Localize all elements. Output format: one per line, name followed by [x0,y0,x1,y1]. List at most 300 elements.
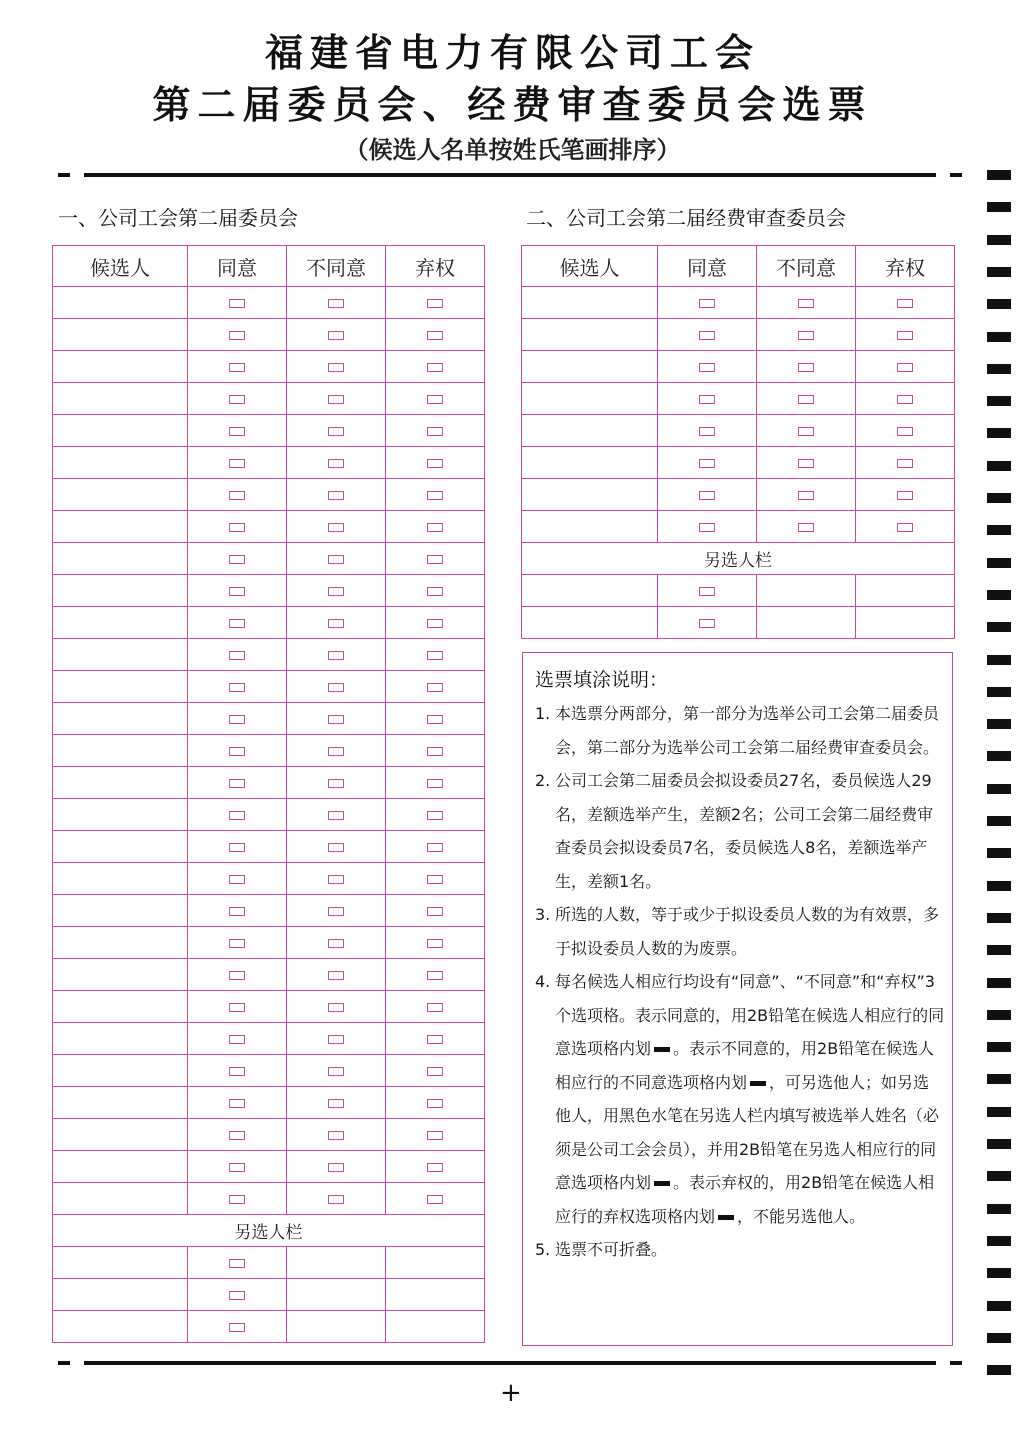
disagree-cell[interactable] [757,479,856,511]
disagree-cell[interactable] [757,287,856,319]
timing-mark [987,1171,1011,1181]
disagree-checkbox[interactable] [328,459,344,468]
disagree-cell[interactable] [287,735,386,767]
candidate-row [53,895,485,927]
abstain-cell[interactable] [386,1023,485,1055]
agree-checkbox[interactable] [229,395,245,404]
disagree-cell[interactable] [287,511,386,543]
agree-checkbox[interactable] [229,715,245,724]
abstain-checkbox[interactable] [427,555,443,564]
bottom-rule [84,1361,936,1365]
agree-checkbox[interactable] [229,907,245,916]
agree-cell[interactable] [188,863,287,895]
header-candidate: 候选人 [522,246,658,287]
candidate-name-cell [522,383,658,415]
disagree-checkbox[interactable] [328,331,344,340]
agree-checkbox[interactable] [229,1195,245,1204]
abstain-checkbox[interactable] [897,299,913,308]
agree-cell[interactable] [188,479,287,511]
abstain-checkbox[interactable] [427,619,443,628]
disagree-checkbox[interactable] [798,427,814,436]
abstain-cell[interactable] [386,799,485,831]
agree-checkbox[interactable] [229,939,245,948]
abstain-cell[interactable] [856,415,955,447]
abstain-cell[interactable] [856,383,955,415]
abstain-checkbox[interactable] [427,1195,443,1204]
agree-checkbox[interactable] [229,1099,245,1108]
disagree-cell[interactable] [287,287,386,319]
disagree-cell[interactable] [287,575,386,607]
disagree-checkbox[interactable] [328,1131,344,1140]
candidate-row [53,1055,485,1087]
agree-cell[interactable] [188,575,287,607]
agree-cell[interactable] [658,415,757,447]
abstain-cell[interactable] [386,287,485,319]
disagree-checkbox[interactable] [328,619,344,628]
disagree-checkbox[interactable] [328,427,344,436]
candidate-name-cell [53,1151,188,1183]
abstain-checkbox[interactable] [897,523,913,532]
disagree-cell[interactable] [757,351,856,383]
agree-checkbox[interactable] [229,555,245,564]
agree-cell[interactable] [188,799,287,831]
abstain-checkbox[interactable] [427,523,443,532]
header-abstain: 弃权 [856,246,955,287]
candidate-row [53,1119,485,1151]
abstain-checkbox[interactable] [897,459,913,468]
agree-cell[interactable] [188,1183,287,1215]
disagree-cell[interactable] [287,543,386,575]
agree-cell[interactable] [188,1055,287,1087]
agree-cell[interactable] [188,287,287,319]
agree-checkbox[interactable] [699,299,715,308]
agree-checkbox[interactable] [699,619,715,628]
timing-mark [987,816,1011,826]
agree-cell[interactable] [658,607,757,639]
disagree-cell[interactable] [757,383,856,415]
agree-cell[interactable] [188,1151,287,1183]
instruction-text [555,1233,945,1267]
abstain-cell[interactable] [386,479,485,511]
agree-checkbox[interactable] [699,363,715,372]
write-in-name-cell[interactable] [522,575,658,607]
disagree-checkbox[interactable] [328,683,344,692]
filled-mark-icon [750,1081,766,1086]
agree-checkbox[interactable] [229,1035,245,1044]
abstain-cell[interactable] [386,319,485,351]
abstain-cell[interactable] [386,895,485,927]
disagree-checkbox[interactable] [328,843,344,852]
disagree-checkbox[interactable] [798,491,814,500]
disagree-checkbox[interactable] [328,747,344,756]
agree-cell[interactable] [188,639,287,671]
agree-cell[interactable] [188,319,287,351]
abstain-checkbox[interactable] [427,907,443,916]
disagree-checkbox[interactable] [798,395,814,404]
agree-checkbox[interactable] [229,651,245,660]
timing-mark [987,396,1011,406]
disagree-checkbox[interactable] [328,875,344,884]
abstain-checkbox[interactable] [427,1099,443,1108]
agree-cell[interactable] [188,991,287,1023]
abstain-cell[interactable] [856,319,955,351]
disagree-checkbox[interactable] [328,1003,344,1012]
abstain-checkbox[interactable] [897,491,913,500]
agree-checkbox[interactable] [229,523,245,532]
agree-cell[interactable] [188,415,287,447]
agree-checkbox[interactable] [229,459,245,468]
agree-cell[interactable] [188,735,287,767]
abstain-checkbox[interactable] [427,427,443,436]
abstain-checkbox[interactable] [427,747,443,756]
disagree-cell[interactable] [287,1119,386,1151]
agree-checkbox[interactable] [229,971,245,980]
agree-checkbox[interactable] [699,459,715,468]
abstain-checkbox[interactable] [427,363,443,372]
disagree-cell[interactable] [287,1183,386,1215]
abstain-checkbox[interactable] [427,843,443,852]
disagree-cell[interactable] [287,383,386,415]
write-in-name-cell[interactable] [522,607,658,639]
abstain-checkbox[interactable] [427,779,443,788]
abstain-checkbox[interactable] [427,1131,443,1140]
disagree-checkbox[interactable] [328,555,344,564]
disagree-cell[interactable] [287,415,386,447]
timing-mark [987,945,1011,955]
disagree-cell[interactable] [287,447,386,479]
agree-cell[interactable] [188,703,287,735]
agree-cell[interactable] [658,511,757,543]
candidate-row [522,383,955,415]
agree-cell[interactable] [188,767,287,799]
agree-checkbox[interactable] [229,1259,245,1268]
disagree-cell[interactable] [757,415,856,447]
instructions-list [535,697,945,1267]
abstain-checkbox[interactable] [427,1035,443,1044]
disagree-checkbox[interactable] [328,1035,344,1044]
abstain-cell[interactable] [386,831,485,863]
disagree-cell[interactable] [287,1023,386,1055]
abstain-cell[interactable] [386,703,485,735]
disagree-checkbox[interactable] [798,459,814,468]
disagree-cell[interactable] [757,511,856,543]
abstain-checkbox[interactable] [427,459,443,468]
abstain-checkbox[interactable] [427,971,443,980]
agree-checkbox[interactable] [229,299,245,308]
agree-checkbox[interactable] [229,363,245,372]
disagree-cell[interactable] [287,767,386,799]
candidate-name-cell [53,1023,188,1055]
abstain-cell[interactable] [386,639,485,671]
agree-cell[interactable] [658,383,757,415]
candidate-name-cell [522,351,658,383]
agree-cell[interactable] [188,447,287,479]
candidate-name-cell [53,447,188,479]
abstain-cell[interactable] [386,1055,485,1087]
timing-mark [987,332,1011,342]
disagree-cell[interactable] [287,639,386,671]
candidate-name-cell [53,287,188,319]
timing-mark [987,784,1011,794]
top-rule-left-dash [58,173,70,177]
disagree-checkbox[interactable] [328,811,344,820]
agree-cell[interactable] [658,319,757,351]
abstain-checkbox[interactable] [427,651,443,660]
abstain-cell[interactable] [386,1119,485,1151]
agree-checkbox[interactable] [699,491,715,500]
other-candidate-row [53,1311,485,1343]
agree-checkbox[interactable] [229,1323,245,1332]
candidate-name-cell [53,895,188,927]
agree-cell[interactable] [188,351,287,383]
agree-cell[interactable] [188,959,287,991]
abstain-cell[interactable] [386,1183,485,1215]
write-in-name-cell[interactable] [53,1279,188,1311]
agree-cell[interactable] [188,511,287,543]
candidate-name-cell [53,703,188,735]
abstain-cell[interactable] [386,607,485,639]
abstain-checkbox[interactable] [427,395,443,404]
abstain-cell[interactable] [386,863,485,895]
abstain-checkbox[interactable] [897,331,913,340]
candidate-name-cell [53,735,188,767]
agree-cell[interactable] [188,1087,287,1119]
abstain-cell[interactable] [856,287,955,319]
disagree-checkbox[interactable] [328,587,344,596]
disagree-checkbox[interactable] [328,715,344,724]
agree-cell[interactable] [188,607,287,639]
disagree-checkbox[interactable] [328,971,344,980]
abstain-cell[interactable] [386,767,485,799]
agree-checkbox[interactable] [229,1291,245,1300]
candidate-name-cell [53,831,188,863]
abstain-cell[interactable] [386,351,485,383]
agree-checkbox[interactable] [229,1131,245,1140]
agree-checkbox[interactable] [229,587,245,596]
agree-cell[interactable] [188,927,287,959]
candidate-row [522,479,955,511]
disagree-checkbox[interactable] [328,363,344,372]
disagree-checkbox[interactable] [328,907,344,916]
agree-cell[interactable] [188,831,287,863]
disagree-checkbox[interactable] [328,651,344,660]
candidate-name-cell [522,287,658,319]
instruction-number: 1. [535,704,551,723]
disagree-checkbox[interactable] [328,939,344,948]
timing-mark [987,299,1011,309]
candidate-name-cell [53,351,188,383]
abstain-checkbox[interactable] [897,363,913,372]
disagree-cell[interactable] [287,863,386,895]
disagree-checkbox[interactable] [328,779,344,788]
timing-mark [987,881,1011,891]
agree-cell[interactable] [658,575,757,607]
abstain-cell[interactable] [856,511,955,543]
abstain-cell[interactable] [856,351,955,383]
agree-checkbox[interactable] [699,395,715,404]
agree-cell[interactable] [188,671,287,703]
disagree-checkbox[interactable] [328,395,344,404]
abstain-checkbox[interactable] [427,875,443,884]
agree-checkbox[interactable] [229,1067,245,1076]
timing-mark [987,558,1011,568]
agree-checkbox[interactable] [229,427,245,436]
candidate-row [53,703,485,735]
disagree-cell[interactable] [287,1151,386,1183]
abstain-cell[interactable] [386,575,485,607]
disagree-checkbox[interactable] [328,299,344,308]
abstain-cell[interactable] [386,511,485,543]
section2-title: 二、公司工会第二届经费审查委员会 [526,206,846,230]
disagree-cell[interactable] [757,447,856,479]
disagree-cell[interactable] [287,991,386,1023]
agree-cell[interactable] [188,895,287,927]
agree-cell[interactable] [188,1023,287,1055]
agree-checkbox[interactable] [229,1163,245,1172]
abstain-checkbox[interactable] [427,299,443,308]
disagree-cell[interactable] [287,1087,386,1119]
abstain-cell[interactable] [386,415,485,447]
disagree-cell[interactable] [287,959,386,991]
agree-cell[interactable] [188,383,287,415]
disagree-checkbox[interactable] [328,523,344,532]
disagree-cell[interactable] [287,607,386,639]
abstain-checkbox[interactable] [897,395,913,404]
disagree-checkbox[interactable] [328,1067,344,1076]
abstain-checkbox[interactable] [427,939,443,948]
disagree-cell[interactable] [287,1055,386,1087]
abstain-cell[interactable] [386,447,485,479]
agree-checkbox[interactable] [229,491,245,500]
candidate-name-cell [53,863,188,895]
abstain-checkbox[interactable] [427,491,443,500]
abstain-checkbox[interactable] [427,811,443,820]
agree-cell[interactable] [188,1311,287,1343]
disagree-checkbox[interactable] [798,299,814,308]
abstain-cell[interactable] [386,735,485,767]
abstain-cell[interactable] [856,447,955,479]
disagree-checkbox[interactable] [328,491,344,500]
instruction-text-segment: 所选的人数，等于或少于拟设委员人数的为有效票，多于拟设委员人数的为废票。 [555,905,940,958]
agree-cell[interactable] [658,479,757,511]
disagree-cell[interactable] [287,799,386,831]
write-in-name-cell[interactable] [53,1311,188,1343]
abstain-checkbox[interactable] [427,1163,443,1172]
agree-checkbox[interactable] [229,683,245,692]
instruction-item [535,697,945,764]
other-candidates-label: 另选人栏 [522,543,955,575]
abstain-cell[interactable] [386,927,485,959]
abstain-cell[interactable] [386,991,485,1023]
abstain-cell[interactable] [386,1087,485,1119]
candidate-name-cell [53,639,188,671]
agree-checkbox[interactable] [229,331,245,340]
agree-checkbox[interactable] [229,875,245,884]
instruction-text [555,965,945,1233]
abstain-checkbox[interactable] [427,1067,443,1076]
disagree-checkbox[interactable] [798,523,814,532]
blank-cell [386,1279,485,1311]
top-rule-right-dash [950,173,962,177]
blank-cell [287,1279,386,1311]
agree-checkbox[interactable] [229,619,245,628]
abstain-checkbox[interactable] [427,587,443,596]
disagree-cell[interactable] [287,671,386,703]
instructions-title: 选票填涂说明： [535,669,669,691]
abstain-cell[interactable] [856,479,955,511]
candidate-row [53,1023,485,1055]
disagree-checkbox[interactable] [328,1099,344,1108]
instruction-text-segment: ，可另选他人；如另选他人，用黑色水笔在另选人栏内填写被选举人姓名（必须是公司工会会员），并用2B铅笔在另选人相应行的同意选项格内划 [555,1072,940,1192]
timing-mark [987,235,1011,245]
table-header-row [53,246,485,287]
agree-checkbox[interactable] [229,843,245,852]
disagree-cell[interactable] [287,351,386,383]
agree-checkbox[interactable] [699,523,715,532]
agree-checkbox[interactable] [229,811,245,820]
disagree-cell[interactable] [287,927,386,959]
abstain-checkbox[interactable] [897,427,913,436]
abstain-cell[interactable] [386,959,485,991]
timing-mark [987,1301,1011,1311]
disagree-checkbox[interactable] [328,1163,344,1172]
section1-title: 一、公司工会第二届委员会 [58,206,298,230]
agree-checkbox[interactable] [229,779,245,788]
abstain-checkbox[interactable] [427,683,443,692]
abstain-cell[interactable] [386,671,485,703]
agree-cell[interactable] [658,287,757,319]
candidate-row [53,351,485,383]
candidate-row [53,959,485,991]
candidate-row [53,319,485,351]
abstain-checkbox[interactable] [427,331,443,340]
abstain-checkbox[interactable] [427,1003,443,1012]
disagree-cell[interactable] [287,895,386,927]
agree-checkbox[interactable] [229,1003,245,1012]
abstain-checkbox[interactable] [427,715,443,724]
disagree-checkbox[interactable] [798,331,814,340]
timing-mark [987,1139,1011,1149]
disagree-cell[interactable] [287,319,386,351]
disagree-cell[interactable] [287,703,386,735]
abstain-cell[interactable] [386,383,485,415]
agree-cell[interactable] [658,447,757,479]
agree-cell[interactable] [188,1247,287,1279]
agree-cell[interactable] [188,543,287,575]
candidate-row [53,383,485,415]
agree-checkbox[interactable] [699,331,715,340]
agree-cell[interactable] [188,1279,287,1311]
candidate-name-cell [53,991,188,1023]
agree-cell[interactable] [658,351,757,383]
agree-cell[interactable] [188,1119,287,1151]
agree-checkbox[interactable] [699,427,715,436]
disagree-cell[interactable] [287,831,386,863]
write-in-name-cell[interactable] [53,1247,188,1279]
disagree-checkbox[interactable] [328,1195,344,1204]
instructions-box [522,652,953,1346]
abstain-cell[interactable] [386,1151,485,1183]
disagree-cell[interactable] [287,479,386,511]
abstain-cell[interactable] [386,543,485,575]
agree-checkbox[interactable] [229,747,245,756]
other-candidate-row [53,1247,485,1279]
disagree-cell[interactable] [757,319,856,351]
blank-cell [386,1247,485,1279]
agree-checkbox[interactable] [699,587,715,596]
timing-mark [987,170,1011,180]
disagree-checkbox[interactable] [798,363,814,372]
